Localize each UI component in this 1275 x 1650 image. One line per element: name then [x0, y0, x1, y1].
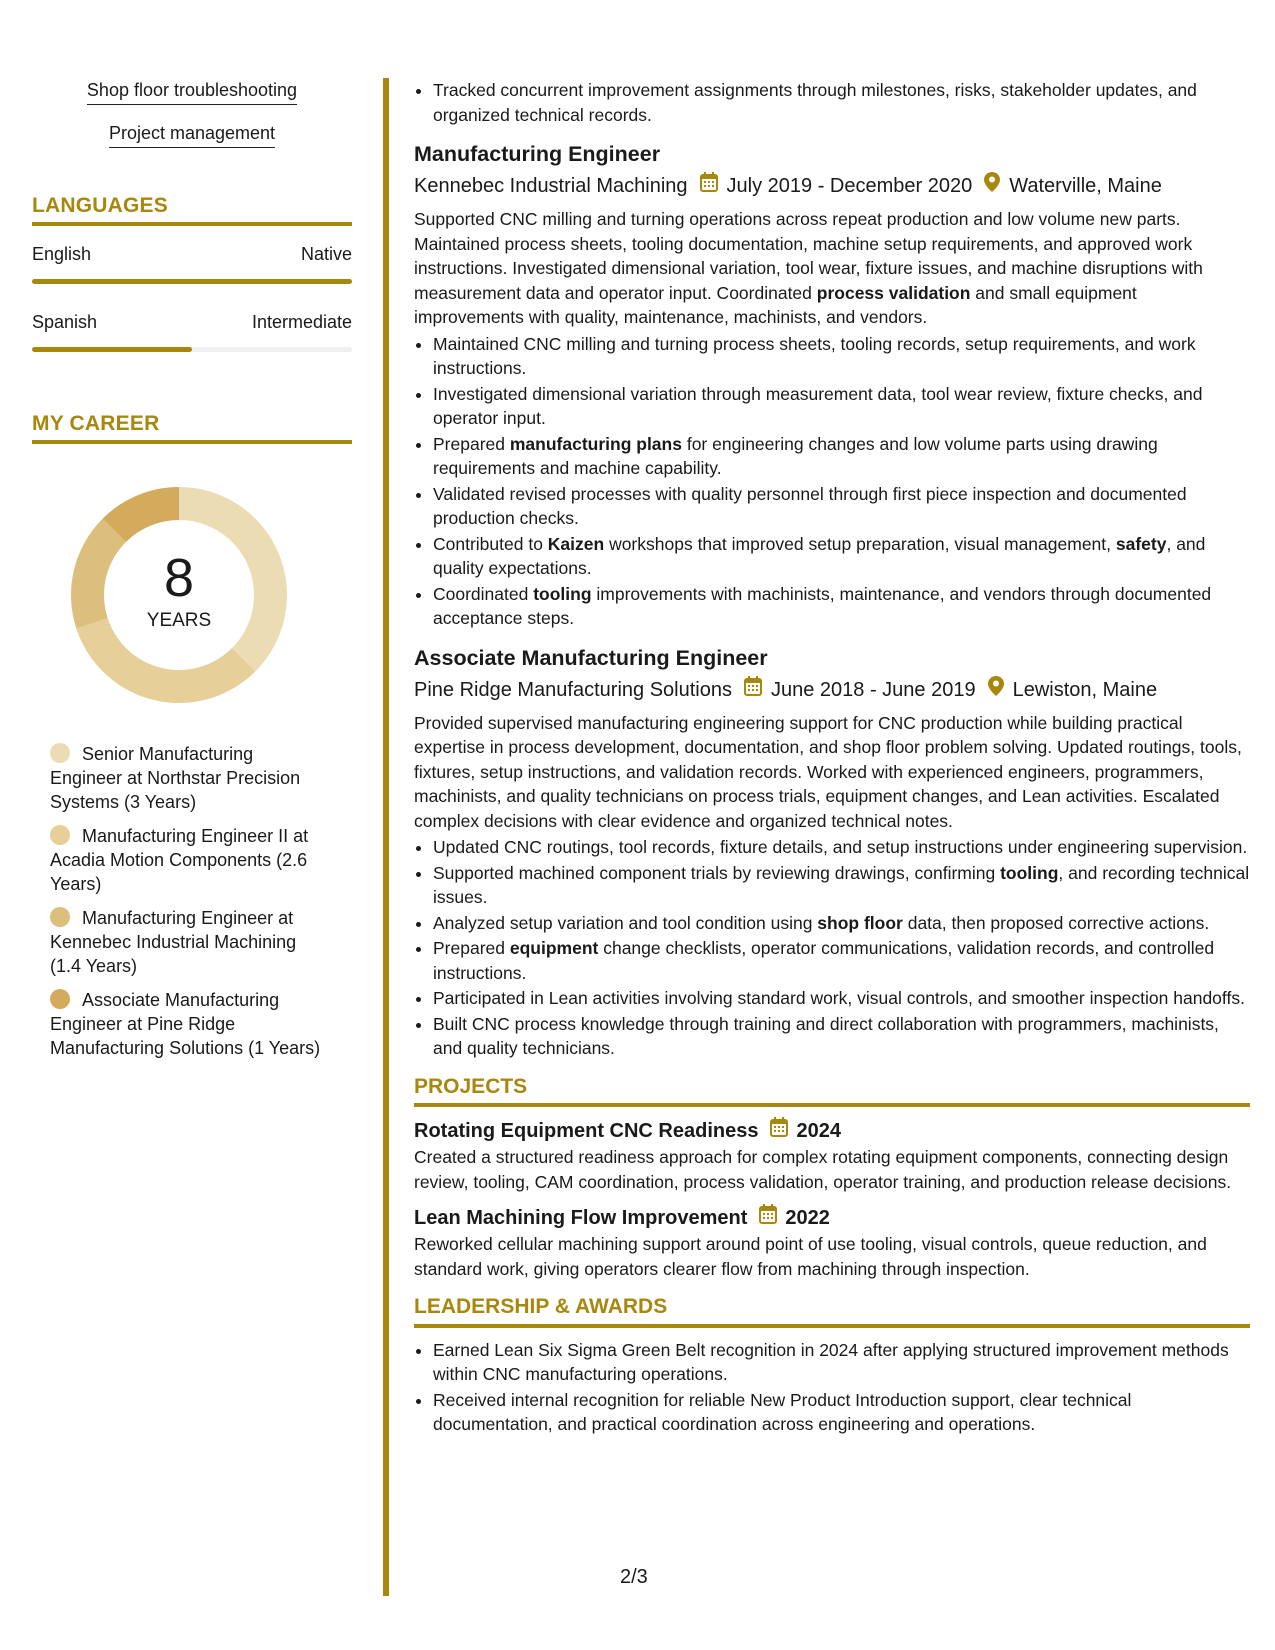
bullet-item: • Supported machined component trials by reviewing drawings, confirming tooling, and recording technical issues.	[433, 861, 1250, 910]
language-name: English	[32, 244, 92, 264]
language-proficiency-fill	[32, 347, 192, 352]
company-name: Kennebec Industrial Machining	[414, 175, 688, 197]
column-divider	[383, 78, 389, 1596]
legend-item	[50, 988, 330, 1060]
bullet-item: • Built CNC process knowledge through training and direct collaboration with programmers, machinists, and quality technicians.	[433, 1012, 1250, 1061]
language-name: Spanish	[32, 312, 98, 332]
project-description: Reworked cellular machining support around point of use tooling, visual controls, queue reduction, and standard work, giving operators clearer flow from machining through inspection.	[414, 1234, 1207, 1279]
language-proficiency-fill	[32, 279, 352, 284]
language-proficiency-bar	[32, 279, 352, 284]
bullet-item: • Contributed to Kaizen workshops that improved setup preparation, visual management, safety, and quality expectations.	[433, 532, 1250, 581]
calendar-icon	[759, 1204, 777, 1232]
legend-label: Associate Manufacturing Engineer at Pine Ridge Manufacturing Solutions (1 Years)	[50, 990, 321, 1058]
job-description: Provided supervised manufacturing engineering support for CNC production while building practical expertise in process development, documentation, and shop floor problem solving. Updated routings, tools, fixtures, setup instructions, and validation records. Worked with experienced engineers, programmers, machinists, and quality technicians on process trials, equipment changes, and Lean activities. Escalated complex decisions with clear evidence and organized technical notes.	[414, 712, 1242, 831]
project-description: Created a structured readiness approach for complex rotating equipment components, connecting design review, tooling, CAM coordination, process validation, operator training, and production release decisions.	[414, 1147, 1232, 1192]
bullet-item: • Prepared equipment change checklists, operator communications, validation records, and controlled instructions.	[433, 936, 1250, 985]
awards-heading: LEADERSHIP & AWARDS	[414, 1295, 1250, 1328]
project-entry	[414, 1204, 1250, 1281]
career-donut-chart	[64, 480, 294, 710]
legend-dot-icon	[50, 743, 70, 763]
skill-label: Project management	[109, 123, 275, 148]
bullet-item: • Participated in Lean activities involving standard work, visual controls, and smoother inspection handoffs.	[433, 986, 1250, 1011]
job-dates: June 2018 - June 2019	[770, 678, 976, 701]
calendar-icon	[700, 171, 718, 201]
job-title: Associate Manufacturing Engineer	[414, 645, 768, 670]
career-total-label: YEARS	[146, 610, 212, 631]
calendar-icon	[744, 675, 762, 705]
language-english	[32, 244, 352, 284]
previous-job-bullets	[414, 78, 1250, 127]
calendar-icon	[770, 1117, 788, 1145]
location-pin-icon	[984, 171, 1000, 201]
job-title: Manufacturing Engineer	[414, 142, 661, 166]
career-total-years: 8	[163, 548, 195, 608]
legend-dot-icon	[50, 989, 70, 1009]
page-number: 2/3	[620, 1566, 648, 1588]
job-description: Supported CNC milling and turning operations across repeat production and low volume new parts. Maintained process sheets, tooling documentation, machine setup requirements, and approved work instructions. Investigated dimensional variation, tool wear, fixture issues, and machine disruptions with measurement data and operator input. Coordinated process validation and small equipment improvements with quality, maintenance, machinists, and vendors.	[414, 209, 1203, 327]
award-item: • Received internal recognition for reliable New Product Introduction support, clear technical documentation, and practical coordination across engineering and operations.	[433, 1388, 1250, 1437]
legend-item	[50, 824, 330, 896]
project-title: Lean Machining Flow Improvement	[414, 1207, 748, 1229]
project-title: Rotating Equipment CNC Readiness	[414, 1120, 759, 1142]
job-entry	[414, 643, 1250, 1061]
languages-heading: LANGUAGES	[32, 194, 352, 226]
skill-item	[32, 123, 352, 148]
language-level: Intermediate	[251, 312, 352, 332]
project-year: 2022	[785, 1207, 830, 1229]
job-dates: July 2019 - December 2020	[726, 175, 973, 197]
project-header	[414, 1117, 1250, 1145]
bullet-item: • Tracked concurrent improvement assignments through milestones, risks, stakeholder updates, and organized technical records.	[433, 78, 1250, 127]
bullet-item: • Validated revised processes with quality personnel through first piece inspection and documented production checks.	[433, 482, 1250, 531]
bullet-item: • Analyzed setup variation and tool condition using shop floor data, then proposed corrective actions.	[433, 911, 1250, 936]
legend-dot-icon	[50, 907, 70, 927]
bullet-item: • Investigated dimensional variation through measurement data, tool wear review, fixture checks, and operator input.	[433, 382, 1250, 431]
legend-label: Senior Manufacturing Engineer at Northstar Precision Systems (3 Years)	[50, 744, 301, 812]
career-heading: MY CAREER	[32, 412, 352, 444]
legend-item	[50, 906, 330, 978]
language-proficiency-bar	[32, 347, 352, 352]
language-spanish	[32, 312, 352, 352]
job-meta	[414, 675, 1250, 705]
awards-list	[414, 1338, 1250, 1437]
skill-item	[32, 80, 352, 105]
job-bullets	[414, 332, 1250, 631]
legend-item	[50, 742, 330, 814]
career-legend	[50, 742, 330, 1060]
bullet-item: • Prepared manufacturing plans for engineering changes and low volume parts using drawing requirements and machine capability.	[433, 432, 1250, 481]
legend-dot-icon	[50, 825, 70, 845]
job-location: Waterville, Maine	[1009, 175, 1162, 197]
skill-label: Shop floor troubleshooting	[87, 80, 297, 105]
bullet-item: • Updated CNC routings, tool records, fixture details, and setup instructions under engineering supervision.	[433, 835, 1250, 860]
job-bullets	[414, 835, 1250, 1061]
bullet-item: • Coordinated tooling improvements with machinists, maintenance, and vendors through documented acceptance steps.	[433, 582, 1250, 631]
job-location: Lewiston, Maine	[1012, 678, 1158, 701]
language-level: Native	[300, 244, 352, 264]
project-header	[414, 1204, 1250, 1232]
projects-heading: PROJECTS	[414, 1075, 1250, 1108]
job-entry	[414, 139, 1250, 631]
legend-label: Manufacturing Engineer at Kennebec Industrial Machining (1.4 Years)	[50, 908, 297, 976]
project-year: 2024	[796, 1120, 841, 1142]
project-entry	[414, 1117, 1250, 1194]
right-column	[414, 78, 1250, 1438]
job-meta	[414, 171, 1250, 201]
left-column	[32, 80, 352, 1070]
award-item: • Earned Lean Six Sigma Green Belt recognition in 2024 after applying structured improvement methods within CNC manufacturing operations.	[433, 1338, 1250, 1387]
bullet-item: • Maintained CNC milling and turning process sheets, tooling records, setup requirements, and work instructions.	[433, 332, 1250, 381]
company-name: Pine Ridge Manufacturing Solutions	[414, 678, 732, 701]
location-pin-icon	[988, 675, 1004, 705]
legend-label: Manufacturing Engineer II at Acadia Motion Components (2.6 Years)	[50, 826, 309, 894]
